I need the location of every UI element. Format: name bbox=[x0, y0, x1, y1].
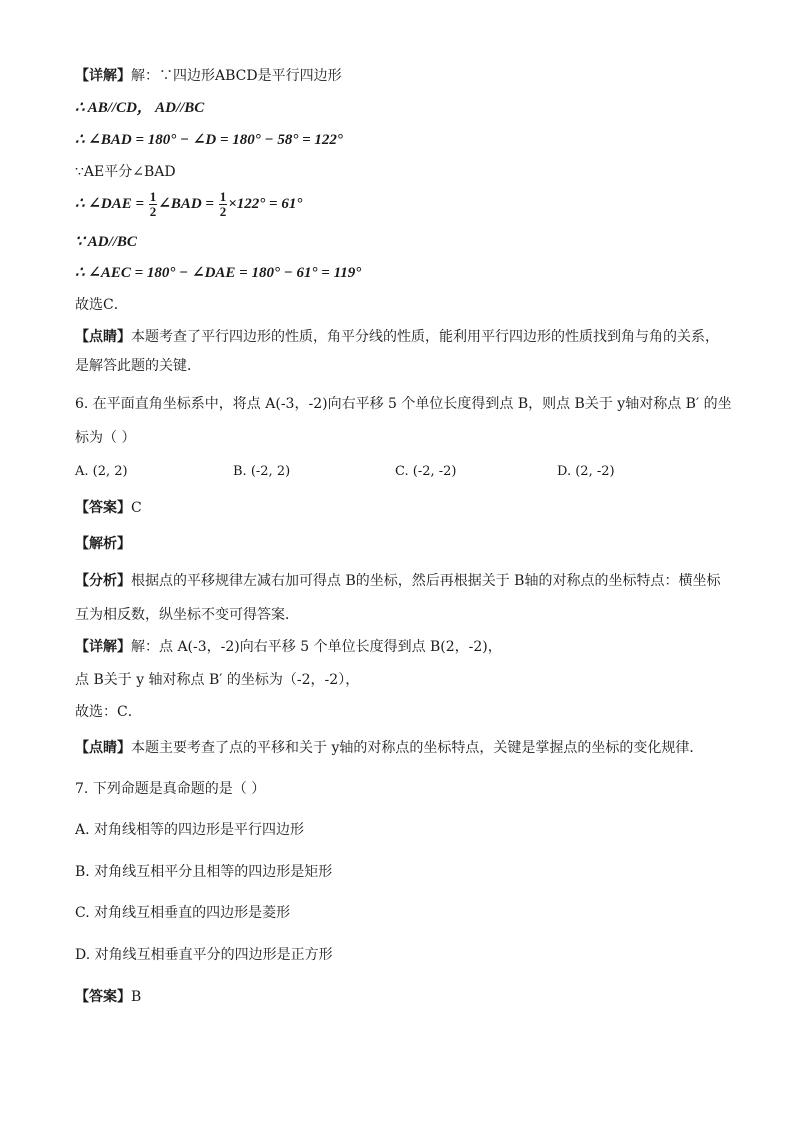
q5-parallel-line: ∴ AB//CD， AD//BC bbox=[75, 100, 205, 116]
detail-text: 解：∵四边形ABCD是平行四边形 bbox=[131, 68, 342, 84]
q6-detail-line2: 点 B关于 y 轴对称点 B′ 的坐标为（-2，-2）， bbox=[75, 672, 360, 688]
q7-option-d: D. 对角线互相垂直平分的四边形是正方形 bbox=[75, 947, 333, 963]
q6-answer bbox=[75, 498, 142, 518]
q5-detail-line bbox=[75, 66, 342, 86]
q6-stem-line2: 标为（ ） bbox=[75, 430, 136, 446]
q5-comment-line1 bbox=[75, 327, 719, 347]
analysis-text: 根据点的平移规律左减右加可得点 B的坐标，然后再根据关于 B轴的对称点的坐标特点：横坐标 bbox=[131, 573, 721, 589]
q5-parallel-line-2: ∵ AD//BC bbox=[75, 234, 137, 250]
q5-choice: 故选C． bbox=[75, 297, 128, 313]
q7-answer-tag: 【答案】 bbox=[75, 989, 131, 1005]
comment-text: 本题考查了平行四边形的性质，角平分线的性质，能利用平行四边形的性质找到角与角的关系， bbox=[131, 329, 719, 345]
q6-option-d: D. (2, -2) bbox=[557, 464, 615, 479]
answer-value: C bbox=[131, 500, 142, 516]
q6-analysis-line2: 互为相反数，纵坐标不变可得答案． bbox=[75, 607, 299, 623]
q6-comment bbox=[75, 738, 703, 758]
q7-option-a: A. 对角线相等的四边形是平行四边形 bbox=[75, 822, 305, 838]
q5-comment-line2: 是解答此题的关键． bbox=[75, 358, 201, 374]
comment-tag: 【点睛】 bbox=[75, 329, 131, 345]
q6-option-c: C. (-2, -2) bbox=[395, 464, 457, 479]
q6-comment-text: 本题主要考查了点的平移和关于 y轴的对称点的坐标特点，关键是掌握点的坐标的变化规律． bbox=[131, 740, 704, 756]
q5-angle-aec-line: ∴ ∠AEC = 180° − ∠DAE = 180° − 61° = 119° bbox=[75, 265, 362, 281]
q6-analysis-tag: 【解析】 bbox=[75, 536, 131, 552]
q6-comment-tag: 【点睛】 bbox=[75, 740, 131, 756]
q6-stem-line1: 6. 在平面直角坐标系中，将点 A(-3，-2)向右平移 5 个单位长度得到点 B，则点 B关于 y轴对称点 B′ 的坐 bbox=[75, 396, 732, 412]
q6-option-b: B. (-2, 2) bbox=[233, 464, 291, 479]
analysis-sub-tag: 【分析】 bbox=[75, 573, 131, 589]
detail-tag: 【详解】 bbox=[75, 68, 131, 84]
dae-mid: ∠BAD = bbox=[158, 195, 214, 212]
q7-answer bbox=[75, 987, 141, 1007]
q7-option-c: C. 对角线互相垂直的四边形是菱形 bbox=[75, 905, 291, 921]
fraction-denominator-2: 2 bbox=[219, 204, 227, 219]
q7-option-b: B. 对角线互相平分且相等的四边形是矩形 bbox=[75, 864, 333, 880]
q5-bisector-line: ∵AE平分∠BAD bbox=[75, 164, 176, 180]
q6-detail-tag: 【详解】 bbox=[75, 639, 131, 655]
half-fraction bbox=[149, 190, 158, 219]
dae-suffix: ×122° = 61° bbox=[228, 195, 303, 212]
fraction-numerator-2: 1 bbox=[219, 189, 227, 204]
answer-tag: 【答案】 bbox=[75, 500, 131, 516]
fraction-denominator: 2 bbox=[149, 204, 157, 219]
half-fraction-2 bbox=[219, 190, 228, 219]
q6-detail-line1 bbox=[75, 637, 502, 657]
q6-detail-text: 解：点 A(-3，-2)向右平移 5 个单位长度得到点 B(2，-2)， bbox=[131, 639, 502, 655]
q7-stem: 7. 下列命题是真命题的是（ ） bbox=[75, 781, 266, 797]
q5-angle-dae-line bbox=[75, 190, 302, 219]
fraction-numerator: 1 bbox=[149, 189, 157, 204]
q6-analysis-line1 bbox=[75, 571, 720, 591]
q7-answer-value: B bbox=[131, 989, 142, 1005]
q6-choice: 故选：C． bbox=[75, 704, 142, 720]
q5-angle-bad-line: ∴ ∠BAD = 180° − ∠D = 180° − 58° = 122° bbox=[75, 132, 343, 148]
q6-option-a: A. (2, 2) bbox=[75, 464, 128, 479]
dae-prefix: ∴ ∠DAE = bbox=[75, 195, 145, 212]
